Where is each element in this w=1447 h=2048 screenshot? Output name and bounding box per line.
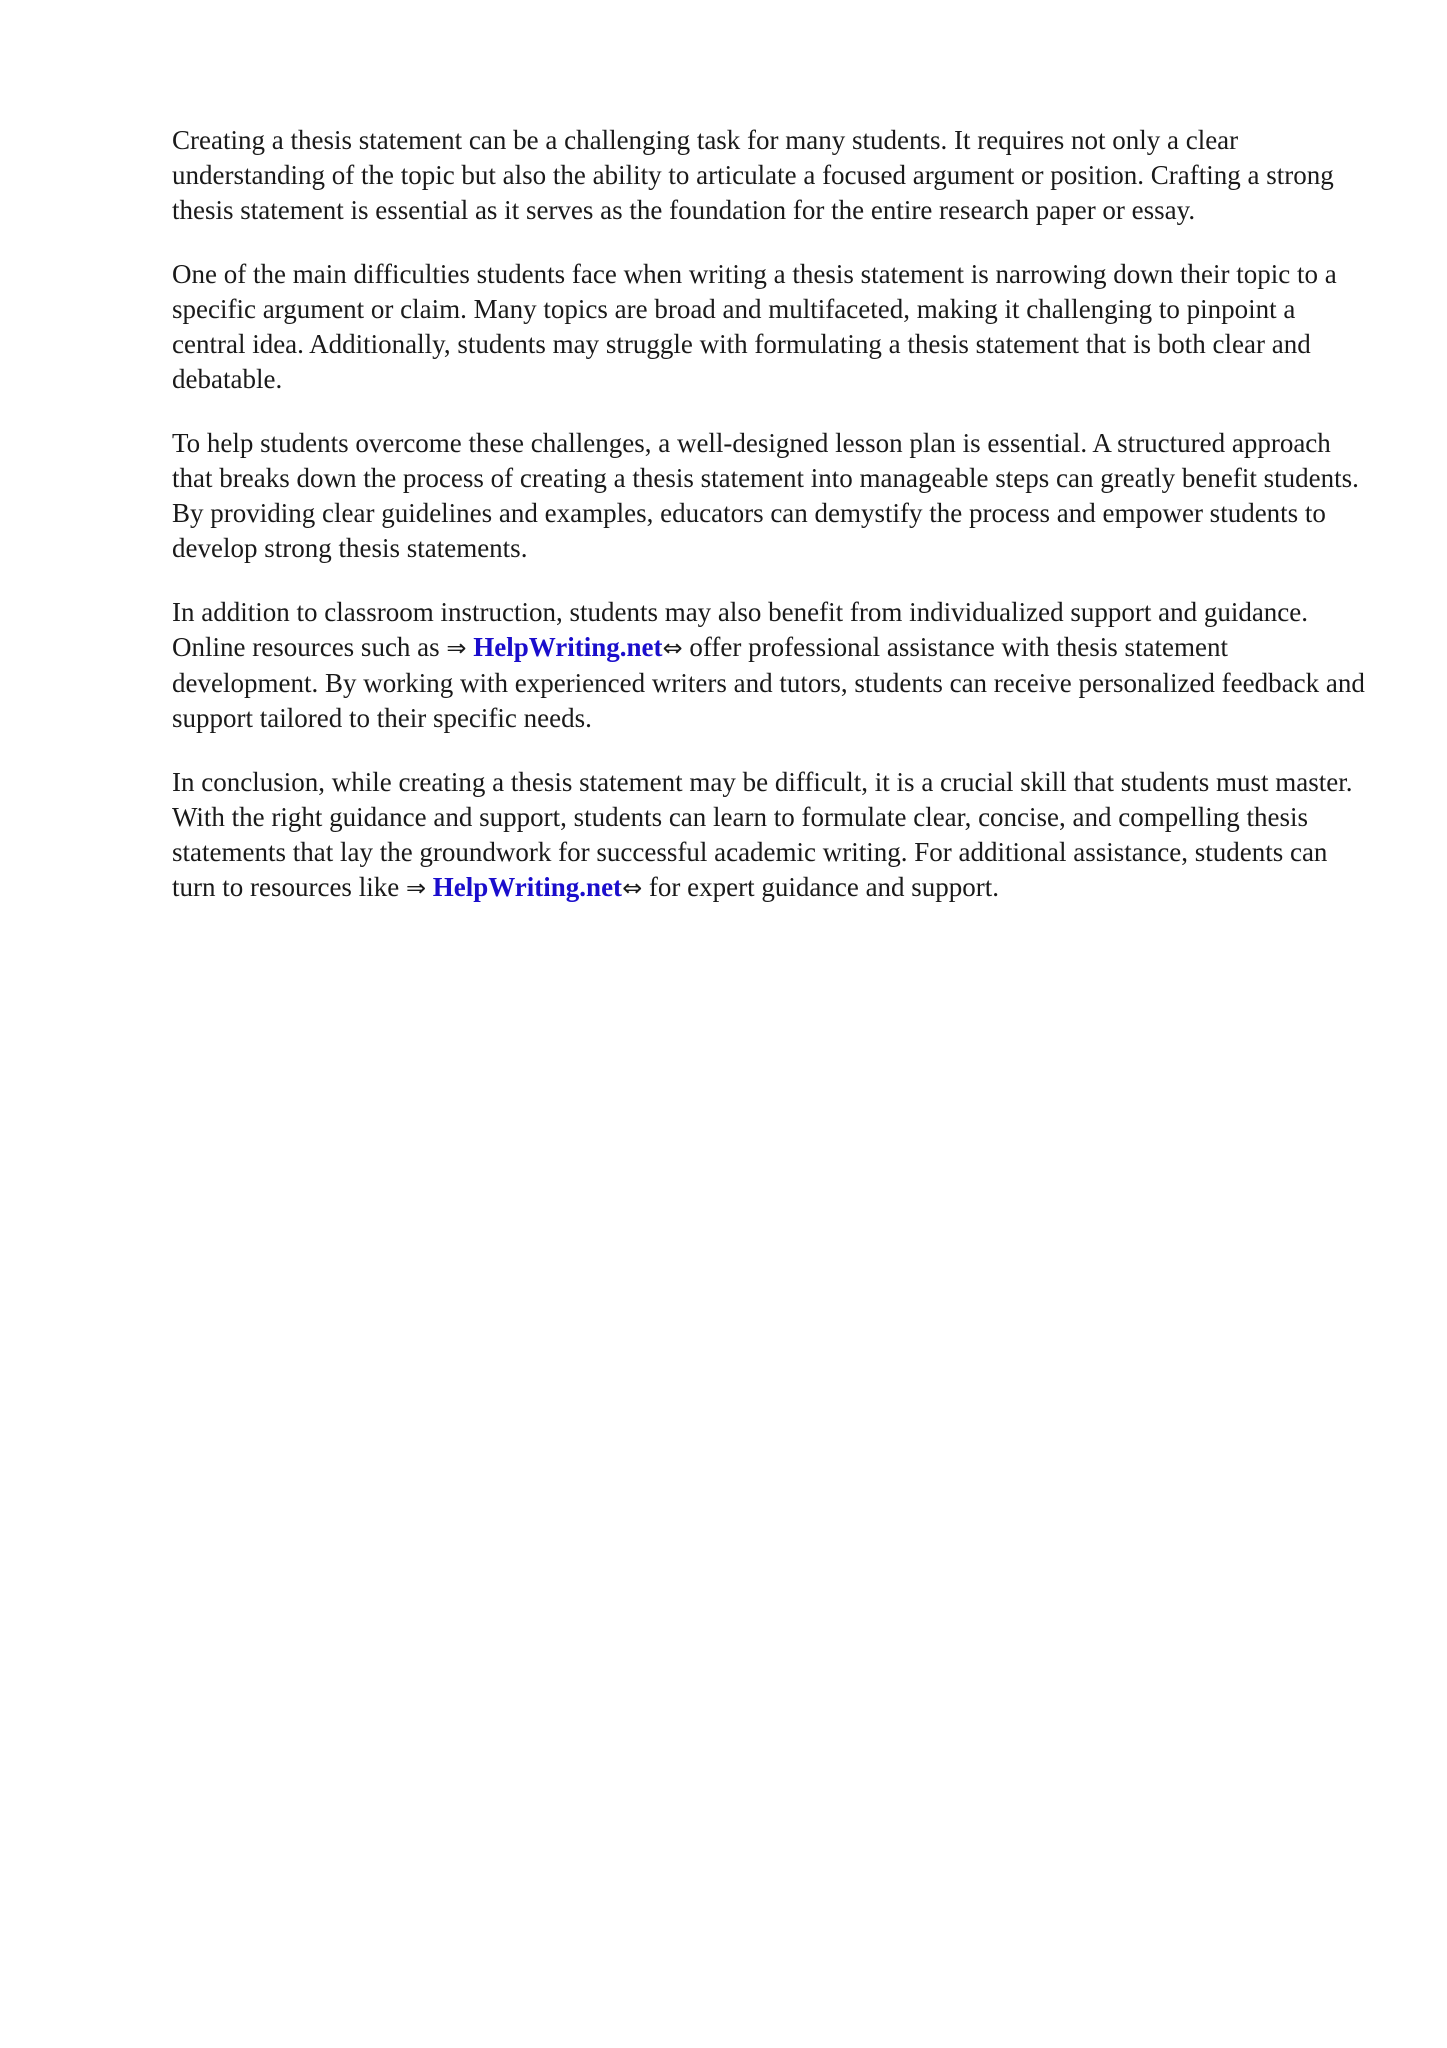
paragraph-support-text-after: offer professional assistance with thesis statement development. By working with experienced writers and tutors, students can receive personalized feedback and support tailored to their specific needs. bbox=[172, 632, 1365, 733]
right-double-arrow-icon: ⇒ bbox=[405, 874, 427, 902]
helpwriting-link[interactable]: HelpWriting.net bbox=[432, 872, 623, 902]
paragraph-conclusion bbox=[172, 765, 1372, 906]
paragraph-intro: Creating a thesis statement can be a challenging task for many students. It requires not only a clear understanding of the topic but also the ability to articulate a focused argument or position. Crafting a strong thesis statement is essential as it serves as the foundation for the entire research paper or essay. bbox=[172, 125, 1334, 225]
left-right-double-arrow-icon: ⇔ bbox=[662, 634, 683, 662]
paragraph-difficulties: One of the main difficulties students face when writing a thesis statement is narrowing down their topic to a specific argument or claim. Many topics are broad and multifaceted, making it challenging to pinpoint a central idea. Additionally, students may struggle with formulating a thesis statement that is both clear and debatable. bbox=[172, 259, 1337, 394]
helpwriting-link[interactable]: HelpWriting.net bbox=[473, 632, 663, 662]
left-right-double-arrow-icon: ⇔ bbox=[622, 874, 643, 902]
paragraph-lesson-plan: To help students overcome these challenges, a well-designed lesson plan is essential. A structured approach that breaks down the process of creating a thesis statement into manageable steps can greatly benefit students. By providing clear guidelines and examples, educators can demystify the process and empower students to develop strong thesis statements. bbox=[172, 428, 1359, 563]
paragraph-conclusion-text-before: In conclusion, while creating a thesis statement may be difficult, it is a crucial skill that students must master. With the right guidance and support, students can learn to formulate clear, concise, and compelling thesis statements that lay the groundwork for successful academic writing. For additional assistance, students can turn to resources like bbox=[172, 767, 1353, 902]
paragraph-support-text-before: In addition to classroom instruction, students may also benefit from individualized support and guidance. Online resources such as bbox=[172, 597, 1309, 662]
paragraph-conclusion-text-after: for expert guidance and support. bbox=[642, 872, 1000, 902]
paragraph-support bbox=[172, 595, 1372, 736]
document-body bbox=[172, 123, 1372, 935]
right-double-arrow-icon: ⇒ bbox=[446, 634, 467, 662]
